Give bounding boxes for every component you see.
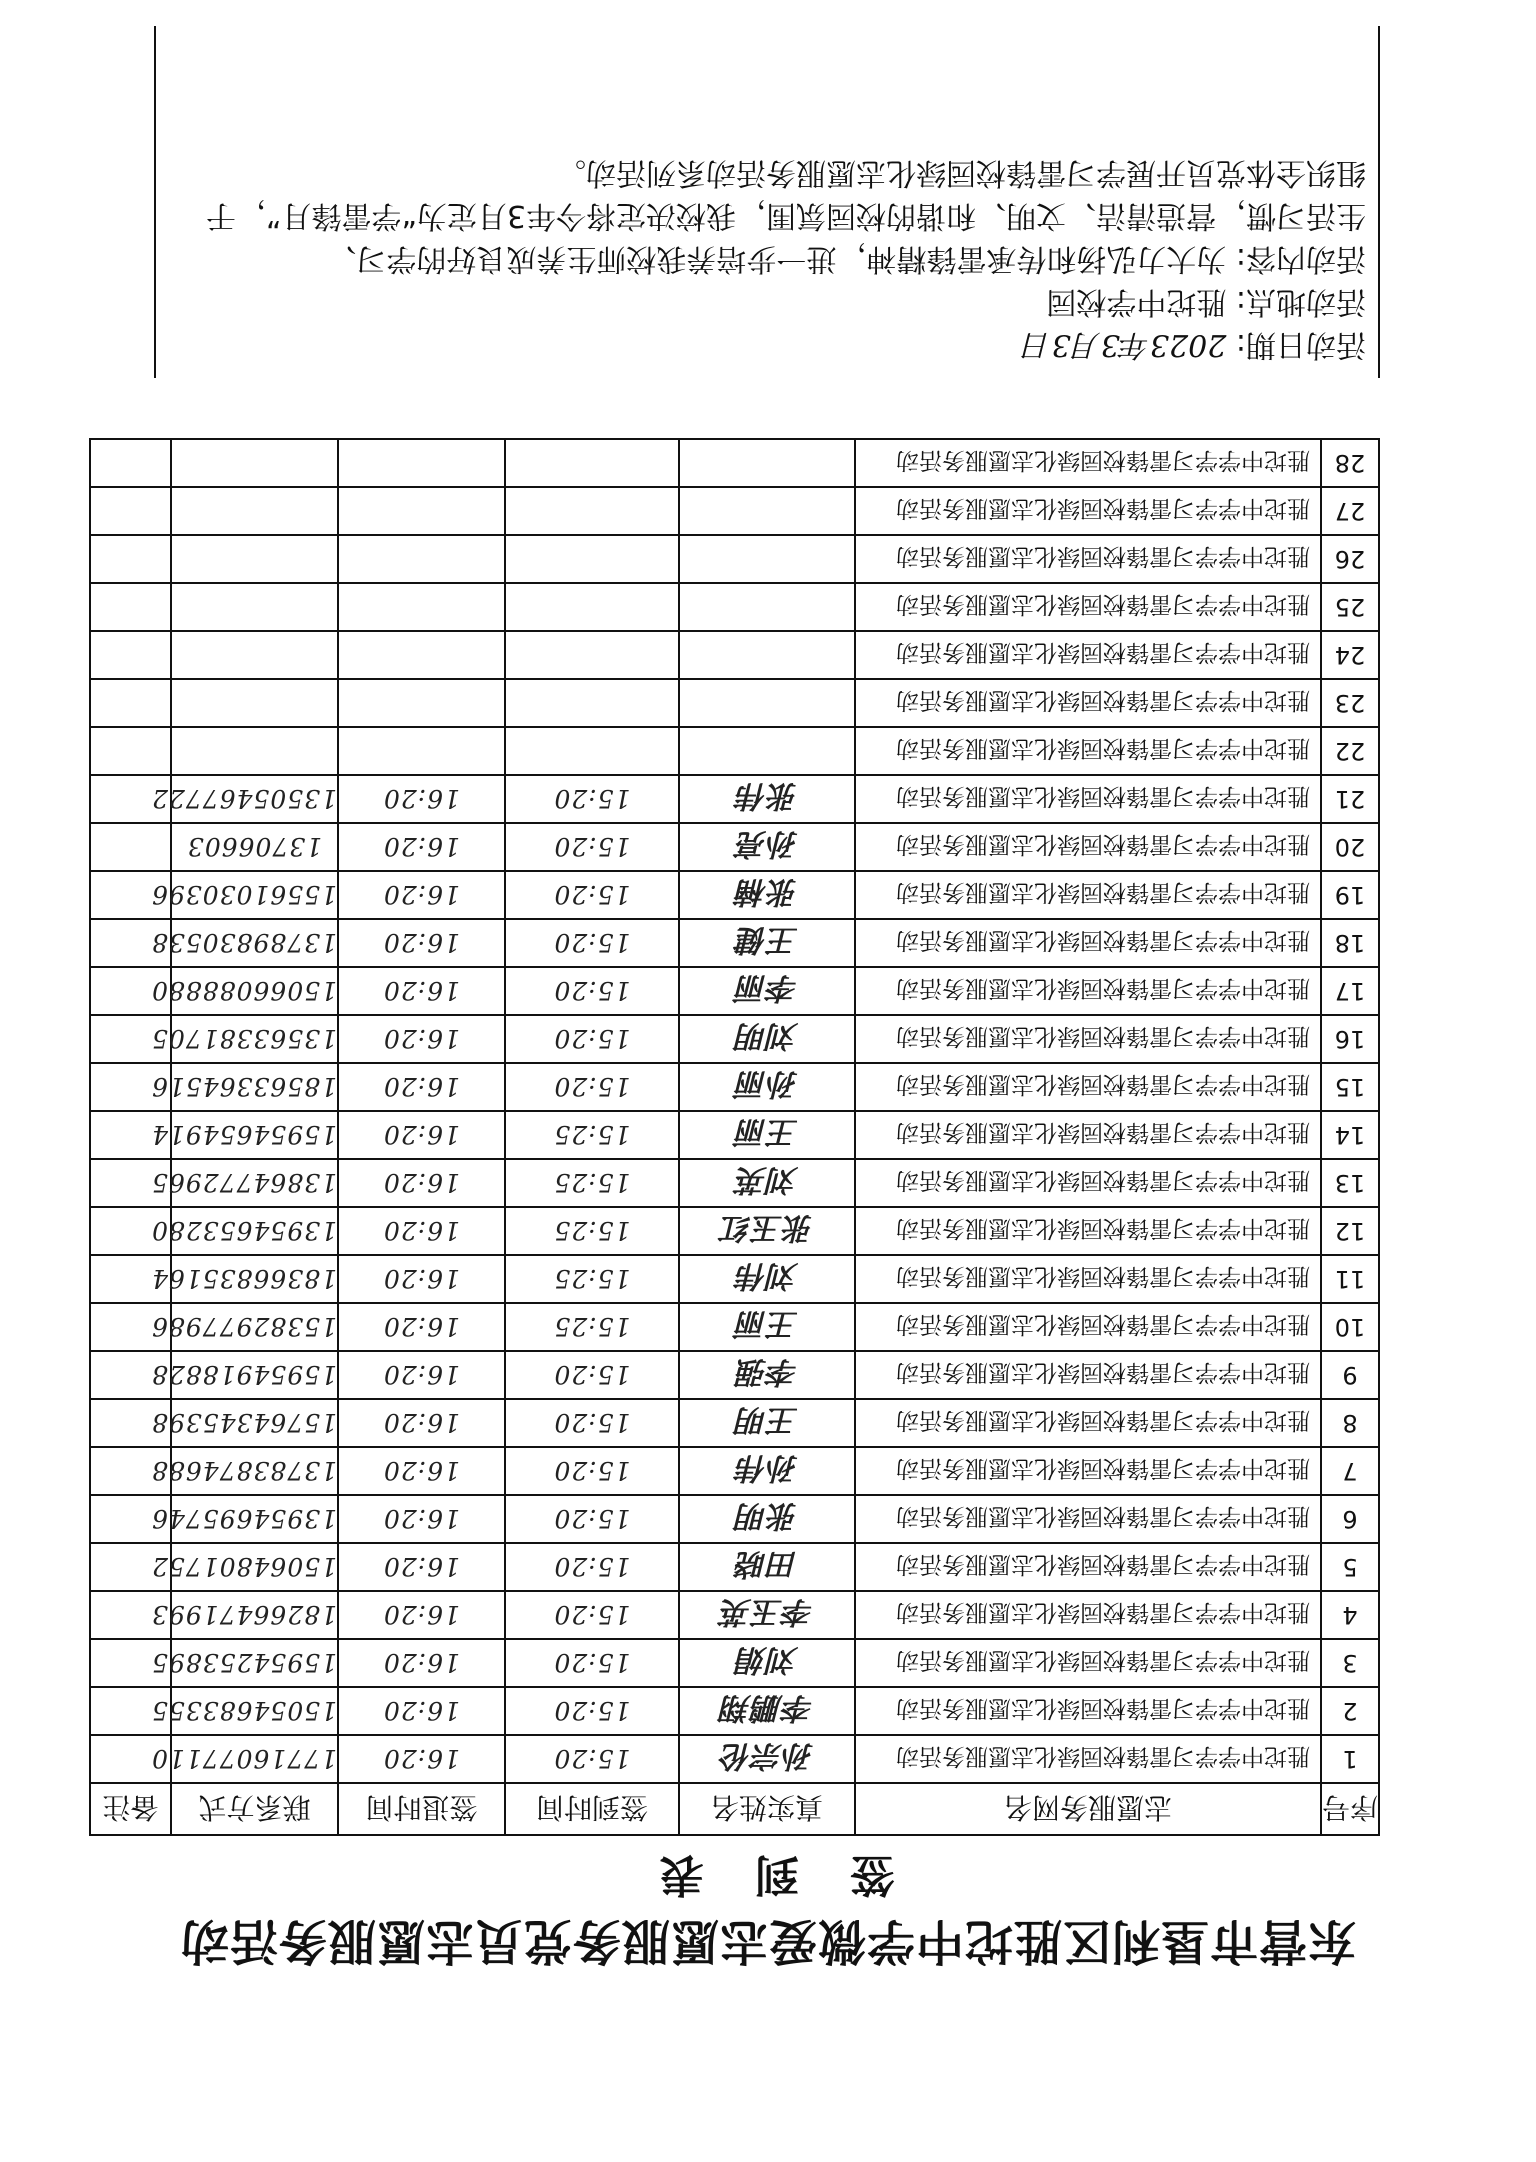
table-row bbox=[90, 631, 1379, 679]
real-name-cell bbox=[679, 583, 855, 631]
row-number-cell: 28 bbox=[1321, 439, 1379, 487]
row-number-cell: 16 bbox=[1321, 1015, 1379, 1063]
row-number-cell: 23 bbox=[1321, 679, 1379, 727]
phone-number-cell: 13954695746 bbox=[171, 1495, 338, 1543]
service-name-cell: 胜坨中学学习雷锋校园绿化志愿服务活动 bbox=[855, 1255, 1321, 1303]
sign-out-time-cell: 16:20 bbox=[338, 1639, 505, 1687]
row-number-cell: 13 bbox=[1321, 1159, 1379, 1207]
table-row bbox=[90, 439, 1379, 487]
row-number-cell: 10 bbox=[1321, 1303, 1379, 1351]
real-name-cell: 刘明 bbox=[679, 1015, 855, 1063]
place-line bbox=[168, 280, 1366, 323]
phone-number-cell bbox=[171, 631, 338, 679]
table-body bbox=[90, 439, 1379, 1783]
table-row bbox=[90, 1159, 1379, 1207]
row-number-cell: 25 bbox=[1321, 583, 1379, 631]
phone-number-cell: 18266471993 bbox=[171, 1591, 338, 1639]
content-line-3: 组织全体党员开展学习雷锋校园绿化志愿服务活动系列活动。 bbox=[556, 155, 1366, 190]
phone-number-cell bbox=[171, 535, 338, 583]
real-name-cell: 张楠 bbox=[679, 871, 855, 919]
phone-number-cell: 13706603 bbox=[171, 823, 338, 871]
sign-in-time-cell: 15:20 bbox=[505, 1447, 679, 1495]
sign-out-time-cell bbox=[338, 679, 505, 727]
service-name-cell: 胜坨中学学习雷锋校园绿化志愿服务活动 bbox=[855, 1159, 1321, 1207]
service-name-cell: 胜坨中学学习雷锋校园绿化志愿服务活动 bbox=[855, 1303, 1321, 1351]
row-number-cell: 4 bbox=[1321, 1591, 1379, 1639]
row-number-cell: 2 bbox=[1321, 1687, 1379, 1735]
table-row bbox=[90, 1303, 1379, 1351]
phone-number-cell: 15561030396 bbox=[171, 871, 338, 919]
sign-out-time-cell: 16:20 bbox=[338, 1543, 505, 1591]
sign-out-time-cell bbox=[338, 535, 505, 583]
date-line bbox=[168, 323, 1366, 366]
real-name-cell: 田晓 bbox=[679, 1543, 855, 1591]
sign-out-time-cell: 16:20 bbox=[338, 871, 505, 919]
table-row bbox=[90, 1399, 1379, 1447]
sign-in-time-cell bbox=[505, 535, 679, 583]
service-name-cell: 胜坨中学学习雷锋校园绿化志愿服务活动 bbox=[855, 1735, 1321, 1783]
sign-in-time-cell: 15:20 bbox=[505, 1639, 679, 1687]
row-number-cell: 27 bbox=[1321, 487, 1379, 535]
sign-out-time-cell bbox=[338, 631, 505, 679]
table-row bbox=[90, 871, 1379, 919]
service-name-cell: 胜坨中学学习雷锋校园绿化志愿服务活动 bbox=[855, 727, 1321, 775]
note-cell bbox=[90, 679, 171, 727]
table-row bbox=[90, 679, 1379, 727]
sign-in-time-cell: 15:20 bbox=[505, 967, 679, 1015]
sign-in-time-cell bbox=[505, 487, 679, 535]
header-sign-in-time: 签到时间 bbox=[505, 1783, 679, 1835]
table-row bbox=[90, 1687, 1379, 1735]
table-row bbox=[90, 967, 1379, 1015]
real-name-cell bbox=[679, 487, 855, 535]
document-title: 东营市垦利区胜坨中学微爱志愿服务党员志愿服务活动 bbox=[180, 1913, 1357, 1969]
sign-out-time-cell: 16:20 bbox=[338, 1399, 505, 1447]
date-label: 活动日期: bbox=[1235, 327, 1366, 362]
note-cell bbox=[90, 823, 171, 871]
real-name-cell: 张明 bbox=[679, 1495, 855, 1543]
sign-in-table bbox=[89, 438, 1380, 1836]
service-name-cell: 胜坨中学学习雷锋校园绿化志愿服务活动 bbox=[855, 967, 1321, 1015]
sign-out-time-cell: 16:20 bbox=[338, 1735, 505, 1783]
table-row bbox=[90, 1207, 1379, 1255]
real-name-cell: 李玉英 bbox=[679, 1591, 855, 1639]
table-row bbox=[90, 727, 1379, 775]
row-number-cell: 9 bbox=[1321, 1351, 1379, 1399]
note-cell bbox=[90, 727, 171, 775]
real-name-cell bbox=[679, 535, 855, 583]
service-name-cell: 胜坨中学学习雷锋校园绿化志愿服务活动 bbox=[855, 583, 1321, 631]
row-number-cell: 8 bbox=[1321, 1399, 1379, 1447]
service-name-cell: 胜坨中学学习雷锋校园绿化志愿服务活动 bbox=[855, 1015, 1321, 1063]
phone-number-cell: 15064801752 bbox=[171, 1543, 338, 1591]
real-name-cell: 孙亮 bbox=[679, 823, 855, 871]
row-number-cell: 11 bbox=[1321, 1255, 1379, 1303]
sign-in-time-cell: 15:20 bbox=[505, 1735, 679, 1783]
phone-number-cell bbox=[171, 439, 338, 487]
row-number-cell: 19 bbox=[1321, 871, 1379, 919]
header-note: 备注 bbox=[90, 1783, 171, 1835]
sign-in-time-cell: 15:25 bbox=[505, 1303, 679, 1351]
activity-info bbox=[154, 26, 1380, 378]
service-name-cell: 胜坨中学学习雷锋校园绿化志愿服务活动 bbox=[855, 631, 1321, 679]
sign-out-time-cell: 16:20 bbox=[338, 775, 505, 823]
table-row bbox=[90, 487, 1379, 535]
phone-number-cell bbox=[171, 583, 338, 631]
sign-in-time-cell: 15:20 bbox=[505, 919, 679, 967]
phone-number-cell: 13505467722 bbox=[171, 775, 338, 823]
phone-number-cell: 17716077110 bbox=[171, 1735, 338, 1783]
sign-in-time-cell: 15:20 bbox=[505, 871, 679, 919]
table-row bbox=[90, 1591, 1379, 1639]
service-name-cell: 胜坨中学学习雷锋校园绿化志愿服务活动 bbox=[855, 1399, 1321, 1447]
service-name-cell: 胜坨中学学习雷锋校园绿化志愿服务活动 bbox=[855, 679, 1321, 727]
sign-out-time-cell: 16:20 bbox=[338, 967, 505, 1015]
service-name-cell: 胜坨中学学习雷锋校园绿化志愿服务活动 bbox=[855, 487, 1321, 535]
content-label: 活动内容: bbox=[1235, 241, 1366, 276]
table-row bbox=[90, 1543, 1379, 1591]
note-cell bbox=[90, 583, 171, 631]
row-number-cell: 26 bbox=[1321, 535, 1379, 583]
sign-out-time-cell bbox=[338, 439, 505, 487]
table-row bbox=[90, 535, 1379, 583]
table-row bbox=[90, 1015, 1379, 1063]
sign-out-time-cell: 16:20 bbox=[338, 919, 505, 967]
service-name-cell: 胜坨中学学习雷锋校园绿化志愿服务活动 bbox=[855, 1063, 1321, 1111]
sign-out-time-cell: 16:20 bbox=[338, 1159, 505, 1207]
row-number-cell: 7 bbox=[1321, 1447, 1379, 1495]
real-name-cell: 王丽 bbox=[679, 1303, 855, 1351]
row-number-cell: 12 bbox=[1321, 1207, 1379, 1255]
real-name-cell: 孙伟 bbox=[679, 1447, 855, 1495]
service-name-cell: 胜坨中学学习雷锋校园绿化志愿服务活动 bbox=[855, 1639, 1321, 1687]
phone-number-cell: 15954654914 bbox=[171, 1111, 338, 1159]
header-name: 真实姓名 bbox=[679, 1783, 855, 1835]
sign-out-time-cell: 16:20 bbox=[338, 1255, 505, 1303]
table-row bbox=[90, 1351, 1379, 1399]
real-name-cell: 王明 bbox=[679, 1399, 855, 1447]
row-number-cell: 3 bbox=[1321, 1639, 1379, 1687]
sign-out-time-cell: 16:20 bbox=[338, 1111, 505, 1159]
note-cell bbox=[90, 631, 171, 679]
phone-number-cell: 13954653280 bbox=[171, 1207, 338, 1255]
sign-out-time-cell: 16:20 bbox=[338, 1063, 505, 1111]
table-row bbox=[90, 1063, 1379, 1111]
sign-out-time-cell: 16:20 bbox=[338, 1351, 505, 1399]
phone-number-cell bbox=[171, 679, 338, 727]
real-name-cell: 张玉红 bbox=[679, 1207, 855, 1255]
header-phone: 联系方式 bbox=[171, 1783, 338, 1835]
row-number-cell: 1 bbox=[1321, 1735, 1379, 1783]
table-row bbox=[90, 775, 1379, 823]
real-name-cell: 孙宗伦 bbox=[679, 1735, 855, 1783]
header-service: 志愿服务网名 bbox=[855, 1783, 1321, 1835]
phone-number-cell: 13864772965 bbox=[171, 1159, 338, 1207]
real-name-cell: 刘英 bbox=[679, 1159, 855, 1207]
phone-number-cell: 18366835164 bbox=[171, 1255, 338, 1303]
table-row bbox=[90, 1255, 1379, 1303]
service-name-cell: 胜坨中学学习雷锋校园绿化志愿服务活动 bbox=[855, 535, 1321, 583]
table-row bbox=[90, 583, 1379, 631]
phone-number-cell: 15954918828 bbox=[171, 1351, 338, 1399]
sign-in-time-cell: 15:20 bbox=[505, 1015, 679, 1063]
place-label: 活动地点: bbox=[1235, 284, 1366, 319]
header-no: 序号 bbox=[1321, 1783, 1379, 1835]
row-number-cell: 18 bbox=[1321, 919, 1379, 967]
sign-in-time-cell: 15:20 bbox=[505, 1591, 679, 1639]
phone-number-cell: 15764345398 bbox=[171, 1399, 338, 1447]
service-name-cell: 胜坨中学学习雷锋校园绿化志愿服务活动 bbox=[855, 1495, 1321, 1543]
service-name-cell: 胜坨中学学习雷锋校园绿化志愿服务活动 bbox=[855, 439, 1321, 487]
table-row bbox=[90, 823, 1379, 871]
row-number-cell: 14 bbox=[1321, 1111, 1379, 1159]
sign-out-time-cell: 16:20 bbox=[338, 1303, 505, 1351]
content-text-1: 为大力弘扬和传承雷锋精神，进一步培养我校师生养成良好的学习、 bbox=[326, 241, 1227, 276]
table-row bbox=[90, 1735, 1379, 1783]
sign-in-time-cell: 15:20 bbox=[505, 1399, 679, 1447]
sign-in-time-cell: 15:20 bbox=[505, 1063, 679, 1111]
service-name-cell: 胜坨中学学习雷锋校园绿化志愿服务活动 bbox=[855, 1543, 1321, 1591]
real-name-cell: 李强 bbox=[679, 1351, 855, 1399]
sign-in-time-cell bbox=[505, 439, 679, 487]
phone-number-cell: 13563381705 bbox=[171, 1015, 338, 1063]
service-name-cell: 胜坨中学学习雷锋校园绿化志愿服务活动 bbox=[855, 1447, 1321, 1495]
service-name-cell: 胜坨中学学习雷锋校园绿化志愿服务活动 bbox=[855, 1207, 1321, 1255]
phone-number-cell: 13789830538 bbox=[171, 919, 338, 967]
row-number-cell: 24 bbox=[1321, 631, 1379, 679]
real-name-cell bbox=[679, 439, 855, 487]
service-name-cell: 胜坨中学学习雷锋校园绿化志愿服务活动 bbox=[855, 871, 1321, 919]
table-row bbox=[90, 1639, 1379, 1687]
sign-in-time-cell bbox=[505, 679, 679, 727]
phone-number-cell: 15054683355 bbox=[171, 1687, 338, 1735]
sign-out-time-cell: 16:20 bbox=[338, 823, 505, 871]
sign-out-time-cell bbox=[338, 727, 505, 775]
service-name-cell: 胜坨中学学习雷锋校园绿化志愿服务活动 bbox=[855, 823, 1321, 871]
row-number-cell: 15 bbox=[1321, 1063, 1379, 1111]
sign-out-time-cell: 16:20 bbox=[338, 1207, 505, 1255]
real-name-cell: 刘娟 bbox=[679, 1639, 855, 1687]
sign-out-time-cell bbox=[338, 583, 505, 631]
table-row bbox=[90, 1447, 1379, 1495]
service-name-cell: 胜坨中学学习雷锋校园绿化志愿服务活动 bbox=[855, 1351, 1321, 1399]
sign-out-time-cell: 16:20 bbox=[338, 1447, 505, 1495]
sign-in-time-cell: 15:20 bbox=[505, 1351, 679, 1399]
real-name-cell bbox=[679, 631, 855, 679]
service-name-cell: 胜坨中学学习雷锋校园绿化志愿服务活动 bbox=[855, 1111, 1321, 1159]
service-name-cell: 胜坨中学学习雷锋校园绿化志愿服务活动 bbox=[855, 775, 1321, 823]
phone-number-cell: 18563364516 bbox=[171, 1063, 338, 1111]
row-number-cell: 6 bbox=[1321, 1495, 1379, 1543]
sign-in-time-cell: 15:25 bbox=[505, 1111, 679, 1159]
phone-number-cell: 15954253895 bbox=[171, 1639, 338, 1687]
note-cell bbox=[90, 439, 171, 487]
service-name-cell: 胜坨中学学习雷锋校园绿化志愿服务活动 bbox=[855, 1591, 1321, 1639]
sign-in-time-cell: 15:25 bbox=[505, 1207, 679, 1255]
document-subtitle: 签 到 表 bbox=[641, 1849, 895, 1900]
real-name-cell: 王丽 bbox=[679, 1111, 855, 1159]
note-cell bbox=[90, 535, 171, 583]
sign-out-time-cell: 16:20 bbox=[338, 1495, 505, 1543]
row-number-cell: 5 bbox=[1321, 1543, 1379, 1591]
table-row bbox=[90, 1495, 1379, 1543]
service-name-cell: 胜坨中学学习雷锋校园绿化志愿服务活动 bbox=[855, 919, 1321, 967]
sign-in-time-cell: 15:20 bbox=[505, 1495, 679, 1543]
sign-out-time-cell: 16:20 bbox=[338, 1015, 505, 1063]
sign-in-time-cell: 15:20 bbox=[505, 823, 679, 871]
real-name-cell: 王健 bbox=[679, 919, 855, 967]
real-name-cell bbox=[679, 679, 855, 727]
sign-in-time-cell: 15:20 bbox=[505, 1687, 679, 1735]
row-number-cell: 17 bbox=[1321, 967, 1379, 1015]
place-value: 胜坨中学校园 bbox=[1046, 284, 1227, 319]
sign-in-time-cell: 15:20 bbox=[505, 775, 679, 823]
sign-out-time-cell bbox=[338, 487, 505, 535]
table-row bbox=[90, 919, 1379, 967]
sign-in-time-cell: 15:25 bbox=[505, 1159, 679, 1207]
sign-in-time-cell: 15:20 bbox=[505, 1543, 679, 1591]
sign-in-time-cell bbox=[505, 727, 679, 775]
sign-in-time-cell bbox=[505, 631, 679, 679]
row-number-cell: 21 bbox=[1321, 775, 1379, 823]
real-name-cell: 孙丽 bbox=[679, 1063, 855, 1111]
sign-out-time-cell: 16:20 bbox=[338, 1687, 505, 1735]
table-header-row bbox=[90, 1783, 1379, 1835]
phone-number-cell bbox=[171, 487, 338, 535]
sign-in-time-cell: 15:25 bbox=[505, 1255, 679, 1303]
date-value: 2023年3月3日 bbox=[1021, 327, 1227, 362]
header-sign-out-time: 签退时间 bbox=[338, 1783, 505, 1835]
phone-number-cell: 13783874688 bbox=[171, 1447, 338, 1495]
table-row bbox=[90, 1111, 1379, 1159]
row-number-cell: 20 bbox=[1321, 823, 1379, 871]
content-line-2: 生活习惯，营造清洁、文明、和谐的校园氛围，我校决定将今年3月定为“学雷锋月”，于 bbox=[205, 198, 1366, 233]
real-name-cell bbox=[679, 727, 855, 775]
real-name-cell: 李鹏翔 bbox=[679, 1687, 855, 1735]
sign-out-time-cell: 16:20 bbox=[338, 1591, 505, 1639]
real-name-cell: 李丽 bbox=[679, 967, 855, 1015]
real-name-cell: 张伟 bbox=[679, 775, 855, 823]
real-name-cell: 刘伟 bbox=[679, 1255, 855, 1303]
sign-in-time-cell bbox=[505, 583, 679, 631]
note-cell bbox=[90, 487, 171, 535]
phone-number-cell: 15382977986 bbox=[171, 1303, 338, 1351]
content-line bbox=[168, 237, 1366, 280]
row-number-cell: 22 bbox=[1321, 727, 1379, 775]
phone-number-cell: 15066088880 bbox=[171, 967, 338, 1015]
service-name-cell: 胜坨中学学习雷锋校园绿化志愿服务活动 bbox=[855, 1687, 1321, 1735]
phone-number-cell bbox=[171, 727, 338, 775]
